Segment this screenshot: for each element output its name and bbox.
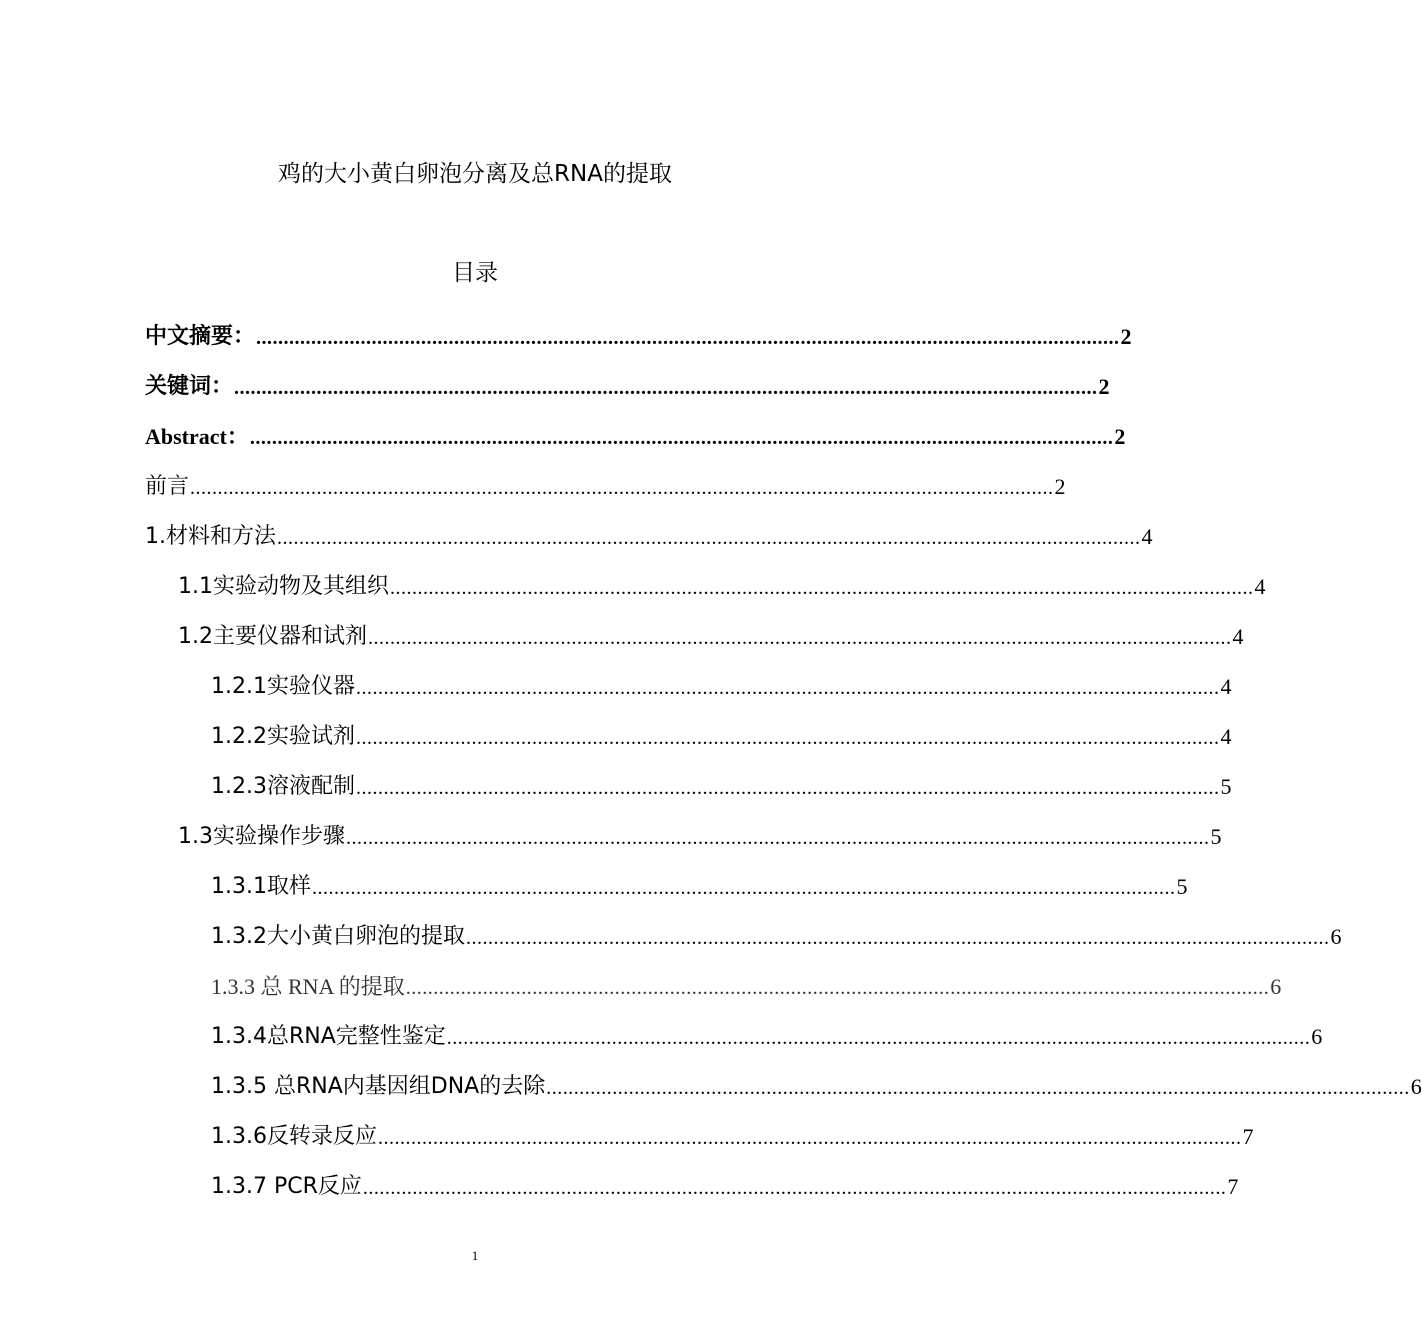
toc-entry-page: 7 — [1227, 1174, 1239, 1199]
toc-entry-page: 2 — [1114, 424, 1126, 449]
toc-entry-keywords[interactable] — [145, 368, 1110, 402]
toc-entry-page: 6 — [1410, 1074, 1422, 1099]
toc-entry-label: 1.1实验动物及其组织 — [178, 574, 389, 599]
toc-entry-1-3-6[interactable] — [211, 1118, 1254, 1152]
toc-entry-abstract[interactable] — [145, 418, 1126, 452]
toc-entry-1-3-7[interactable] — [211, 1168, 1239, 1202]
toc-entry-leader: ............................................................................................................................................................. — [249, 427, 1114, 449]
toc-entry-1-3-2[interactable] — [211, 918, 1342, 952]
toc-entry-1-3-4[interactable] — [211, 1018, 1323, 1052]
toc-entry-1-1[interactable] — [178, 568, 1266, 602]
toc-entry-1-3-3[interactable] — [211, 968, 1282, 1002]
toc-entry-leader: ............................................................................................................................................................. — [446, 1027, 1311, 1049]
toc-entry-1-2-2[interactable] — [211, 718, 1232, 752]
toc-entry-page: 6 — [1311, 1024, 1323, 1049]
toc-entry-page: 2 — [1120, 324, 1132, 349]
toc-entry-preface[interactable] — [145, 468, 1066, 502]
toc-entry-label: 1.3.5 总RNA内基因组DNA的去除 — [211, 1074, 546, 1099]
toc-entry-label: 1.3.1取样 — [211, 874, 311, 899]
toc-entry-page: 4 — [1232, 624, 1244, 649]
toc-entry-label: 1.2.1实验仪器 — [211, 674, 355, 699]
toc-entry-1-2-3[interactable] — [211, 768, 1232, 802]
toc-entry-label: 1.3实验操作步骤 — [178, 824, 345, 849]
toc-entry-label: 1.2.3溶液配制 — [211, 774, 355, 799]
toc-entry-label: 1.3.7 PCR反应 — [211, 1174, 362, 1199]
toc-entry-1-3-5[interactable] — [211, 1068, 1422, 1102]
toc-entry-1[interactable] — [145, 518, 1153, 552]
toc-entry-leader: ............................................................................................................................................................. — [355, 777, 1220, 799]
toc-entry-leader: ............................................................................................................................................................. — [362, 1177, 1227, 1199]
toc-entry-page: 5 — [1176, 874, 1188, 899]
toc-entry-leader: ............................................................................................................................................................. — [377, 1127, 1242, 1149]
toc-entry-label: 1.材料和方法 — [145, 524, 276, 549]
toc-entry-page: 6 — [1270, 974, 1282, 999]
toc-entry-leader: ............................................................................................................................................................. — [346, 827, 1210, 849]
toc-entry-label: 1.3.3 总 RNA 的提取 — [211, 974, 405, 999]
toc-entry-page: 4 — [1254, 574, 1266, 599]
toc-entry-label: 1.3.2大小黄白卵泡的提取 — [211, 924, 465, 949]
toc-entry-label: 1.3.4总RNA完整性鉴定 — [211, 1024, 446, 1049]
toc-entry-leader: ............................................................................................................................................................. — [311, 877, 1176, 899]
toc-entry-label: 关键词： — [145, 374, 234, 399]
document-title: 鸡的大小黄白卵泡分离及总RNA的提取 — [278, 161, 672, 187]
toc-entry-page: 6 — [1330, 924, 1342, 949]
toc-entry-label: 1.3.6反转录反应 — [211, 1124, 377, 1149]
toc-entry-page: 2 — [1054, 474, 1066, 499]
toc-entry-page: 4 — [1220, 674, 1232, 699]
toc-entry-leader: ............................................................................................................................................................. — [256, 327, 1120, 349]
toc-heading: 目录 — [452, 260, 498, 286]
toc-entry-chinese-abstract[interactable] — [145, 318, 1132, 352]
toc-entry-leader: ............................................................................................................................................................. — [355, 677, 1220, 699]
toc-entry-leader: ............................................................................................................................................................. — [277, 527, 1141, 549]
toc-entry-page: 5 — [1220, 774, 1232, 799]
toc-entry-leader: ............................................................................................................................................................. — [465, 927, 1330, 949]
toc-entry-label: 1.2.2实验试剂 — [211, 724, 355, 749]
toc-entry-leader: ............................................................................................................................................................. — [190, 477, 1054, 499]
toc-entry-leader: ............................................................................................................................................................. — [355, 727, 1220, 749]
toc-entry-leader: ............................................................................................................................................................. — [234, 377, 1098, 399]
toc-entry-label: 1.2主要仪器和试剂 — [178, 624, 367, 649]
toc-entry-label: 前言 — [145, 474, 190, 499]
toc-entry-page: 2 — [1098, 374, 1110, 399]
toc-entry-leader: ............................................................................................................................................................. — [405, 977, 1270, 999]
toc-entry-label: 中文摘要： — [145, 324, 256, 349]
toc-entry-1-2-1[interactable] — [211, 668, 1232, 702]
toc-entry-leader: ............................................................................................................................................................. — [390, 577, 1254, 599]
toc-entry-leader: ............................................................................................................................................................. — [546, 1077, 1410, 1099]
toc-entry-page: 7 — [1242, 1124, 1254, 1149]
toc-entry-1-3-1[interactable] — [211, 868, 1188, 902]
toc-entry-leader: ............................................................................................................................................................. — [368, 627, 1232, 649]
toc-entry-1-2[interactable] — [178, 618, 1244, 652]
page-number: 1 — [471, 1248, 479, 1263]
toc-entry-page: 4 — [1141, 524, 1153, 549]
toc-entry-label: Abstract： — [145, 424, 249, 449]
toc-entry-1-3[interactable] — [178, 818, 1222, 852]
toc-entry-page: 5 — [1210, 824, 1222, 849]
toc-entry-page: 4 — [1220, 724, 1232, 749]
